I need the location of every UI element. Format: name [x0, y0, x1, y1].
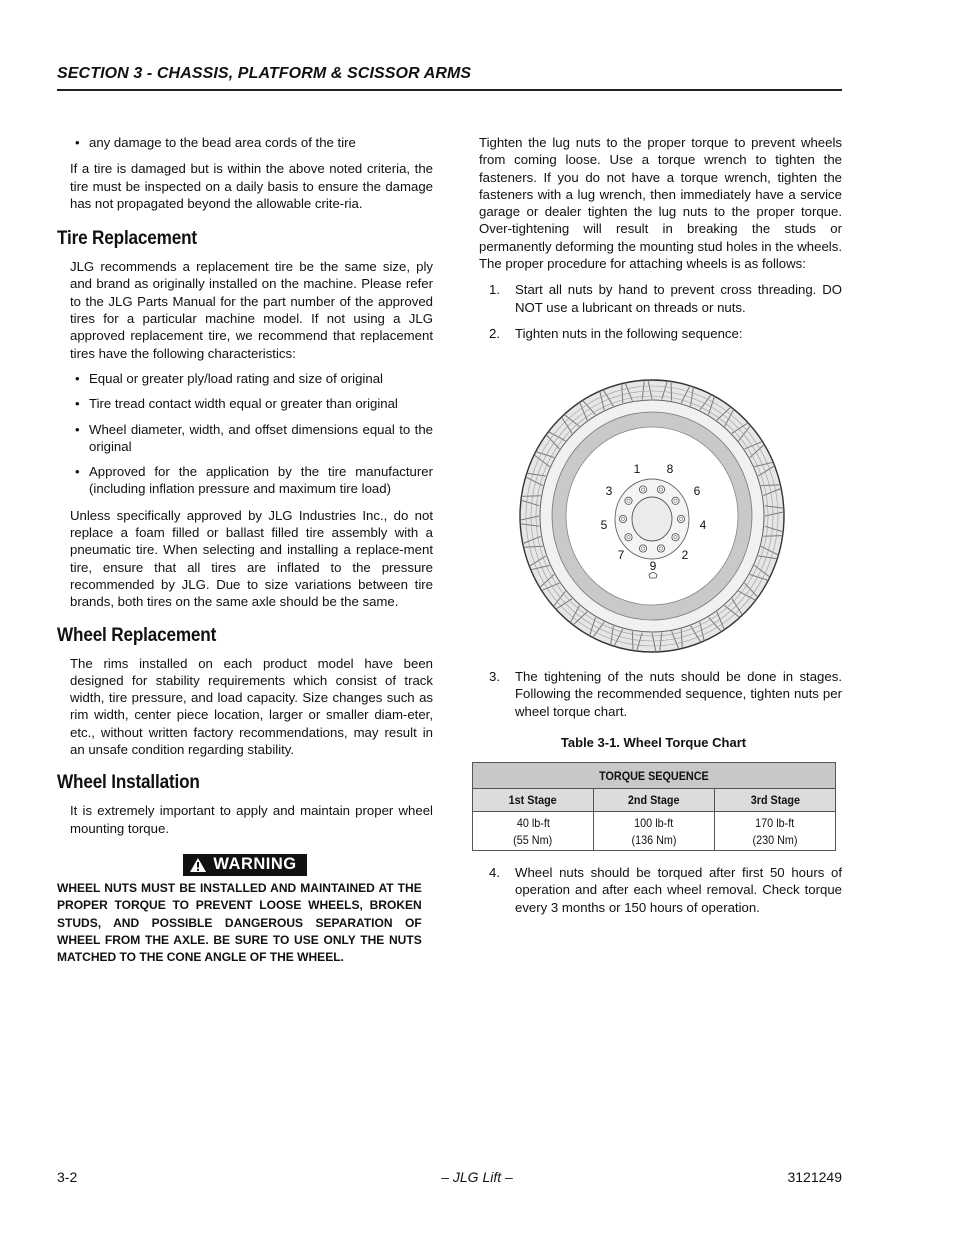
step-text: The tightening of the nuts should be done in stages. Following the recommended sequence, tighten nuts per wheel torque chart. — [515, 669, 842, 719]
nut-label: 6 — [693, 484, 701, 498]
left-column — [57, 134, 433, 966]
step-text: Tighten nuts in the following sequence: — [515, 325, 743, 341]
nut-label: 9 — [649, 559, 657, 573]
lug-nut — [657, 545, 664, 552]
section-title: SECTION 3 - CHASSIS, PLATFORM & SCISSOR ARMS — [57, 65, 472, 82]
nut-label: 2 — [681, 548, 689, 562]
heading-wheel-installation: Wheel Installation — [57, 771, 200, 794]
list-item: • Approved for the application by the tire manufacturer (including inflation pressure and maximum tire load) — [70, 463, 433, 498]
valve-stem — [649, 573, 657, 579]
paragraph-tire-replacement: JLG recommends a replacement tire be the same size, ply and brand as originally installed on the machine. Please refer to the JLG Parts Manual for the part number of the approved tires for a particular machine model. If not using a JLG approved replacement tire, we recommend that replacement tires have the following characteristics: — [70, 259, 433, 361]
list-item: • any damage to the bead area cords of the tire — [70, 134, 433, 151]
right-column-lower — [479, 668, 842, 720]
nut-label: 4 — [699, 518, 707, 532]
nut-label: 1 — [633, 462, 641, 476]
list-item — [489, 281, 842, 316]
list-item — [489, 668, 842, 720]
list-item — [489, 864, 842, 916]
table-row — [473, 763, 836, 789]
paragraph-lug-nuts: Tighten the lug nuts to the proper torque to prevent wheels from coming loose. Use a torque wrench to tighten the fasteners. If you do not have a torque wrench, tighten the fasteners with a lug wrench, then immediately have a service garage or dealer tighten the lug nuts to the proper torque. Over-tightening will result in breaking the studs or permanently deforming the mounting stud holes in the wheels. The proper procedure for attaching wheels is as follows: — [479, 135, 842, 272]
table-header: 3rd Stage — [715, 789, 836, 812]
paragraph-tire-replacement-2: Unless specifically approved by JLG Industries Inc., do not replace a foam filled or ballast filled tire assembly with a pneumatic tire. When selecting and installing a replace-ment tire, ensure that all tires are inflated to the pressure recommended by JLG. Due to size variations between tire brands, both tires on the same axle should be the same. — [70, 507, 433, 610]
wheel-center-bore — [632, 497, 672, 541]
tire-characteristics-list — [70, 370, 433, 498]
footer-doc-number: 3121249 — [787, 1169, 842, 1185]
right-column-bottom — [479, 864, 842, 916]
damage-bullet-list — [70, 134, 433, 151]
wheel-sequence-figure — [518, 378, 786, 654]
step-number: 2. — [489, 325, 500, 341]
nut-label: 5 — [600, 518, 608, 532]
header-rule — [57, 89, 842, 91]
table-caption: Table 3-1. Wheel Torque Chart — [560, 735, 747, 750]
lug-nut — [625, 497, 632, 504]
table-row — [473, 812, 836, 851]
warning-triangle-icon — [189, 857, 207, 873]
nut-label: 8 — [666, 462, 674, 476]
footer-center: – JLG Lift – — [441, 1169, 513, 1185]
step-number: 4. — [489, 865, 500, 880]
lug-nut — [639, 545, 646, 552]
table-header: 1st Stage — [473, 789, 594, 812]
list-item: • Equal or greater ply/load rating and size of original — [70, 370, 433, 387]
list-item: • Tire tread contact width equal or greater than original — [70, 395, 433, 412]
nut-label: 7 — [617, 548, 625, 562]
wheel-torque-table — [472, 762, 836, 851]
lug-nut — [619, 515, 626, 522]
table-banner: TORQUE SEQUENCE — [473, 763, 836, 789]
list-item: • Wheel diameter, width, and offset dimensions equal to the original — [70, 421, 433, 456]
procedure-steps-2 — [489, 668, 842, 720]
lug-nut — [677, 515, 684, 522]
paragraph-wheel-installation: It is extremely important to apply and maintain proper wheel mounting torque. — [70, 803, 433, 836]
table-cell: 100 lb-ft (136 Nm) — [594, 812, 715, 851]
step-text: Start all nuts by hand to prevent cross threading. DO NOT use a lubricant on threads or nuts. — [515, 282, 842, 315]
table-cell: 170 lb-ft (230 Nm) — [715, 812, 836, 851]
right-column — [479, 134, 842, 342]
step-number: 3. — [489, 669, 500, 684]
lug-nut — [639, 486, 646, 493]
footer-page-number: 3-2 — [57, 1169, 78, 1185]
table-cell: 40 lb-ft (55 Nm) — [473, 812, 594, 851]
lug-nut — [672, 534, 679, 541]
lug-nut — [657, 486, 664, 493]
wheel-diagram — [518, 378, 786, 654]
step-text: Wheel nuts should be torqued after first 50 hours of operation and after each wheel removal. Check torque every 3 months or 150 hours of operation. — [515, 865, 842, 915]
paragraph-damage: If a tire is damaged but is within the above noted criteria, the tire must be inspected on a daily basis to ensure the damage has not propagated beyond the allowable crite-ria. — [70, 161, 433, 211]
step-number: 1. — [489, 282, 500, 298]
lug-nut — [625, 534, 632, 541]
list-item — [489, 325, 842, 342]
procedure-steps-1 — [489, 281, 842, 342]
lug-nut — [672, 497, 679, 504]
procedure-steps-3 — [489, 864, 842, 916]
warning-label: WARNING — [213, 855, 297, 874]
table-header: 2nd Stage — [594, 789, 715, 812]
paragraph-wheel-replacement: The rims installed on each product model have been designed for stability requirements which consist of track width, tire pressure, and load capacity. Size changes such as rim width, center piece location, larger or smaller diam-eter, etc., without written factory recommendations, may result in an unsafe condition regarding stability. — [70, 655, 433, 758]
table-row — [473, 789, 836, 812]
warning-callout — [57, 854, 433, 876]
heading-wheel-replacement: Wheel Replacement — [57, 623, 217, 646]
heading-tire-replacement: Tire Replacement — [57, 227, 197, 250]
nut-label: 3 — [605, 484, 613, 498]
warning-text: WHEEL NUTS MUST BE INSTALLED AND MAINTAINED AT THE PROPER TORQUE TO PREVENT LOOSE WHEELS, BROKEN STUDS, AND POSSIBLE DANGEROUS SEPARATION OF WHEEL FROM THE AXLE. BE SURE TO USE ONLY THE NUTS MATCHED TO THE CONE ANGLE OF THE WHEEL. — [57, 880, 422, 965]
warning-badge — [183, 854, 306, 876]
